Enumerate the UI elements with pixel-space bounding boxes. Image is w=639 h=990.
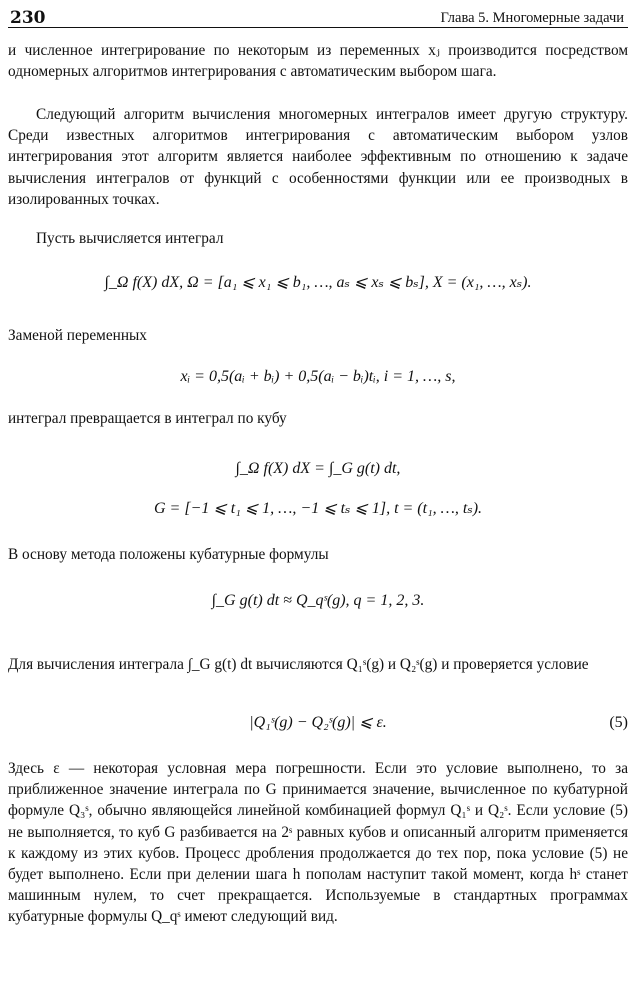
running-header <box>8 6 628 28</box>
condition-formula: |Q₁ˢ(g) − Q₂ˢ(g)| ⩽ ε. <box>249 714 387 731</box>
paragraph-2: Следующий алгоритм вычисления многомерных интегралов имеет другую структуру. Среди известных алгоритмов интегрирования с автоматическим выбором узлов интегрирования этот алгоритм является наиболее эффективным по отношению к задаче вычисления интегралов от функций с особенностями функции или ее производных в изолированных точках. <box>8 106 628 208</box>
paragraph-6: В основу метода положены кубатурные формулы <box>8 546 329 563</box>
page-number: 230 <box>10 8 46 28</box>
header-rule <box>8 27 628 28</box>
equation-condition <box>8 712 628 734</box>
paragraph-5: интеграл превращается в интеграл по кубу <box>8 410 287 427</box>
equation-number: (5) <box>609 714 628 731</box>
equation-cubature: ∫_G g(t) dt ≈ Q_qˢ(g), q = 1, 2, 3. <box>211 592 425 609</box>
equation-cube-line-1: ∫_Ω f(X) dX = ∫_G g(t) dt, <box>235 460 401 477</box>
paragraph-3: Пусть вычисляется интеграл <box>36 230 224 247</box>
equation-integral: ∫_Ω f(X) dX, Ω = [a₁ ⩽ x₁ ⩽ b₁, …, aₛ ⩽ xₛ ⩽ bₛ], X = (x₁, …, xₛ). <box>104 274 532 291</box>
equation-change-of-variables: xᵢ = 0,5(aᵢ + bᵢ) + 0,5(aᵢ − bᵢ)tᵢ, i = 1, …, s, <box>180 368 456 385</box>
paragraph-7: Для вычисления интеграла ∫_G g(t) dt вычисляются Q₁ˢ(g) и Q₂ˢ(g) и проверяется условие <box>8 656 589 673</box>
paragraph-4: Заменой переменных <box>8 327 147 344</box>
paragraph-1: и численное интегрирование по некоторым из переменных xⱼ производится посредством одномерных алгоритмов интегрирования с автоматическим выбором шага. <box>8 42 628 81</box>
equation-cube-line-2: G = [−1 ⩽ t₁ ⩽ 1, …, −1 ⩽ tₛ ⩽ 1], t = (t₁, …, tₛ). <box>153 500 483 517</box>
paragraph-8: Здесь ε — некоторая условная мера погрешности. Если это условие выполнено, то за приближенное значение интеграла по G принимается значение, вычисленное по кубатурной формуле Q₃ˢ, обычно являющейся линейной комбинацией формул Q₁ˢ и Q₂ˢ. Если условие (5) не выполняется, то куб G разбивается на 2ˢ равных кубов и описанный алгоритм применяется к каждому из этих кубов. Процесс дробления продолжается до тех пор, пока условие (5) не будет выполнено. Если при делении шага h пополам наступит такой момент, когда hˢ станет машинным нулем, то счет прекращается. Используемые в стандартных программах кубатурные формулы Q_qˢ имеют следующий вид. <box>8 760 628 926</box>
chapter-title: Глава 5. Многомерные задачи <box>440 10 624 26</box>
